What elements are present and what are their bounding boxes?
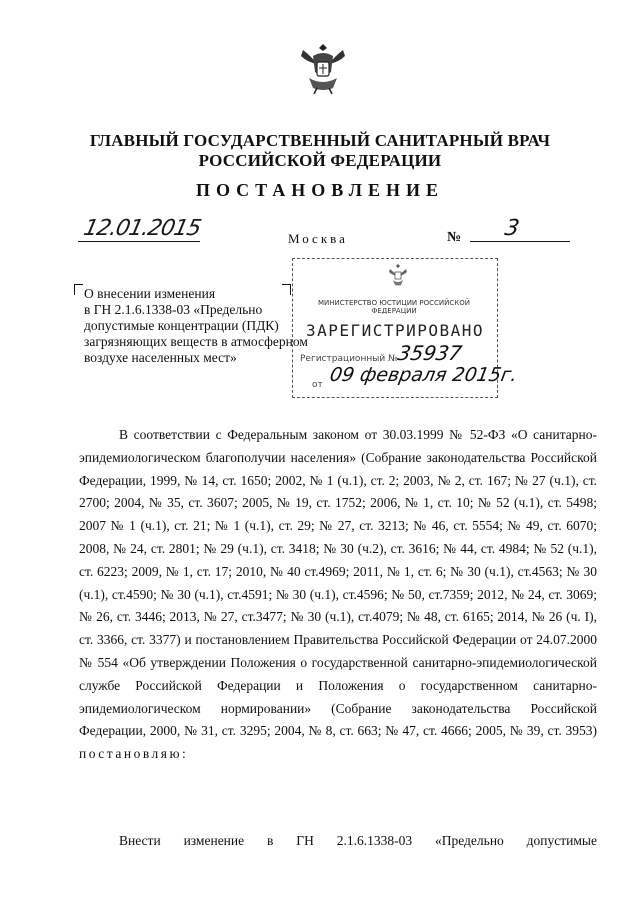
stamp-reg-number: 35937 xyxy=(395,341,464,365)
document-number: 3 xyxy=(502,216,522,241)
stamp-ministry: МИНИСТЕРСТВО ЮСТИЦИИ РОССИЙСКОЙ ФЕДЕРАЦИИ xyxy=(318,299,470,315)
subject-line: в ГН 2.1.6.1338-03 «Предельно xyxy=(84,302,263,317)
coat-of-arms-icon xyxy=(297,38,349,96)
body-paragraph xyxy=(79,424,597,766)
stamp-registered: ЗАРЕГИСТРИРОВАНО xyxy=(305,321,485,340)
subject-bracket-left xyxy=(74,284,83,295)
subject-line: допустимые концентрации (ПДК) xyxy=(84,318,279,333)
number-underline xyxy=(470,241,570,242)
authority-line-1: ГЛАВНЫЙ ГОСУДАРСТВЕННЫЙ САНИТАРНЫЙ ВРАЧ xyxy=(89,131,551,150)
body-next-line: Внести изменение в ГН 2.1.6.1338-03 «Предельно допустимые xyxy=(119,833,597,848)
subject-line: загрязняющих веществ в атмосферном xyxy=(84,334,308,349)
resolve-word: постановляю: xyxy=(79,746,189,762)
stamp-emblem-icon xyxy=(387,263,409,287)
stamp-reg-label: Регистрационный № xyxy=(300,354,398,364)
document-type-title: ПОСТАНОВЛЕНИЕ xyxy=(195,180,445,200)
city: Москва xyxy=(288,231,348,246)
number-label: № xyxy=(447,230,462,245)
document-subject xyxy=(84,286,314,366)
document-date: 12.01.2015 xyxy=(81,216,203,241)
subject-line: О внесении изменения xyxy=(84,286,216,301)
subject-line: воздухе населенных мест» xyxy=(84,350,237,365)
stamp-date: 09 февраля 2015г. xyxy=(328,364,519,386)
issuing-authority xyxy=(0,131,640,171)
date-underline xyxy=(78,241,200,242)
stamp-date-label: от xyxy=(312,380,323,390)
authority-line-2: РОССИЙСКОЙ ФЕДЕРАЦИИ xyxy=(198,151,442,170)
body-text: В соответствии с Федеральным законом от 30.03.1999 № 52-ФЗ «О санитарно-эпидемиологическом благополучии населения» (Собрание законодательства Российской Федерации, 1999, № 14, ст. 1650; 2002, № 1 (ч.1), ст. 2; 2003, № 2, ст. 167; № 27 (ч.1), ст. 2700; 2004, № 35, ст. 3607; 2005, № 19, ст. 1752; 2006, № 1, ст. 10; № 52 (ч.1), ст. 5498; 2007 № 1 (ч.1), ст. 21; № 1 (ч.1), ст. 29; № 27, ст. 3213; № 46, ст. 5554; № 49, ст. 6070; 2008, № 24, ст. 2801; № 29 (ч.1), ст. 3418; № 30 (ч.2), ст. 3616; № 44, ст. 4984; № 52 (ч.1), ст. 6223; 2009, № 1, ст. 17; 2010, № 40 ст.4969; 2011, № 1, ст. 6; № 30 (ч.1), ст.4563; № 30 (ч.1), ст.4590; № 30 (ч.1), ст.4591; № 30 (ч.1), ст.4596; № 50, ст.7359; 2012, № 24, ст. 3069; № 26, ст. 3446; 2013, № 27, ст.3477; № 30 (ч.1), ст.4079; № 48, ст. 6165; 2014, № 26 (ч. I), ст. 3366, ст. 3377) и постановлением Правительства Российской Федерации от 24.07.2000 № 554 «Об утверждении Положения о государственной санитарно-эпидемиологической службе Российской Федерации и Положения о государственном санитарно-эпидемиологическом нормировании» (Собрание законодательства Российской Федерации, 2000, № 31, ст. 3295; 2004, № 8, ст. 663; № 47, ст. 4666; 2005, № 39, ст. 3953) xyxy=(79,427,597,739)
